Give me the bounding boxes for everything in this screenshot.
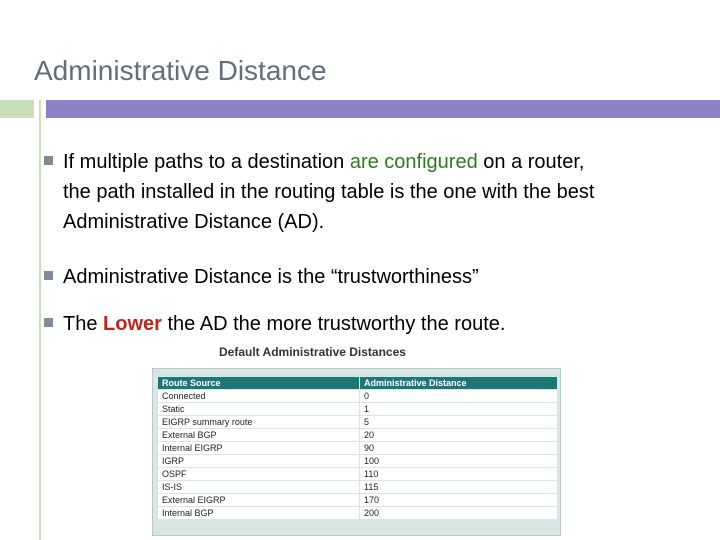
column-header-admin-distance: Administrative Distance bbox=[360, 377, 558, 390]
bullet-text: Administrative Distance is the “trustworthiness” bbox=[63, 266, 479, 288]
distance-cell: 0 bbox=[360, 390, 558, 403]
distance-cell: 200 bbox=[360, 507, 558, 520]
distance-cell: 170 bbox=[360, 494, 558, 507]
distance-cell: 100 bbox=[360, 455, 558, 468]
distance-cell: 90 bbox=[360, 442, 558, 455]
table-row bbox=[158, 416, 558, 429]
bullet-square-icon bbox=[44, 156, 53, 165]
bullet-square-icon bbox=[44, 318, 53, 327]
distance-cell: 115 bbox=[360, 481, 558, 494]
bullet-line bbox=[63, 147, 594, 177]
table-row bbox=[158, 507, 558, 520]
distance-cell: 110 bbox=[360, 468, 558, 481]
table-row bbox=[158, 390, 558, 403]
table-row bbox=[158, 429, 558, 442]
highlight-text: are configured bbox=[349, 151, 478, 173]
route-source-cell: Internal BGP bbox=[158, 507, 360, 520]
bullet-square-icon bbox=[44, 271, 53, 280]
accent-vertical-line bbox=[39, 100, 41, 540]
distance-cell: 1 bbox=[360, 403, 558, 416]
slide-title: Administrative Distance bbox=[34, 55, 327, 86]
table-row bbox=[158, 481, 558, 494]
distance-cell: 20 bbox=[360, 429, 558, 442]
table-container bbox=[152, 368, 561, 536]
route-source-cell: OSPF bbox=[158, 468, 360, 481]
table-row bbox=[158, 403, 558, 416]
bullet-text-segment: If multiple paths to a destination bbox=[63, 151, 350, 173]
accent-bar-purple bbox=[46, 100, 720, 118]
admin-distance-table bbox=[157, 376, 558, 520]
table-title: Default Administrative Distances bbox=[219, 345, 406, 359]
bullet-text-segment: the AD the more trustworthy the route. bbox=[161, 313, 506, 335]
route-source-cell: External BGP bbox=[158, 429, 360, 442]
table-row bbox=[158, 494, 558, 507]
highlight-text: Lower bbox=[103, 313, 162, 335]
column-header-route-source: Route Source bbox=[158, 377, 360, 390]
route-source-cell: External EIGRP bbox=[158, 494, 360, 507]
bullet-text bbox=[63, 309, 505, 339]
bullet-line: Administrative Distance (AD). bbox=[63, 211, 325, 233]
table-row bbox=[158, 468, 558, 481]
route-source-cell: EIGRP summary route bbox=[158, 416, 360, 429]
route-source-cell: Internal EIGRP bbox=[158, 442, 360, 455]
bullet-text-segment: on a router, bbox=[477, 151, 585, 173]
table-row bbox=[158, 442, 558, 455]
bullet-text bbox=[63, 147, 594, 237]
route-source-cell: Connected bbox=[158, 390, 360, 403]
route-source-cell: IS-IS bbox=[158, 481, 360, 494]
route-source-cell: IGRP bbox=[158, 455, 360, 468]
table-row bbox=[158, 455, 558, 468]
bullet-line: the path installed in the routing table is the one with the best bbox=[63, 181, 595, 203]
route-source-cell: Static bbox=[158, 403, 360, 416]
accent-bar-green bbox=[0, 100, 34, 118]
distance-cell: 5 bbox=[360, 416, 558, 429]
table-header-row bbox=[158, 377, 558, 390]
bullet-text-segment: The bbox=[63, 313, 104, 335]
